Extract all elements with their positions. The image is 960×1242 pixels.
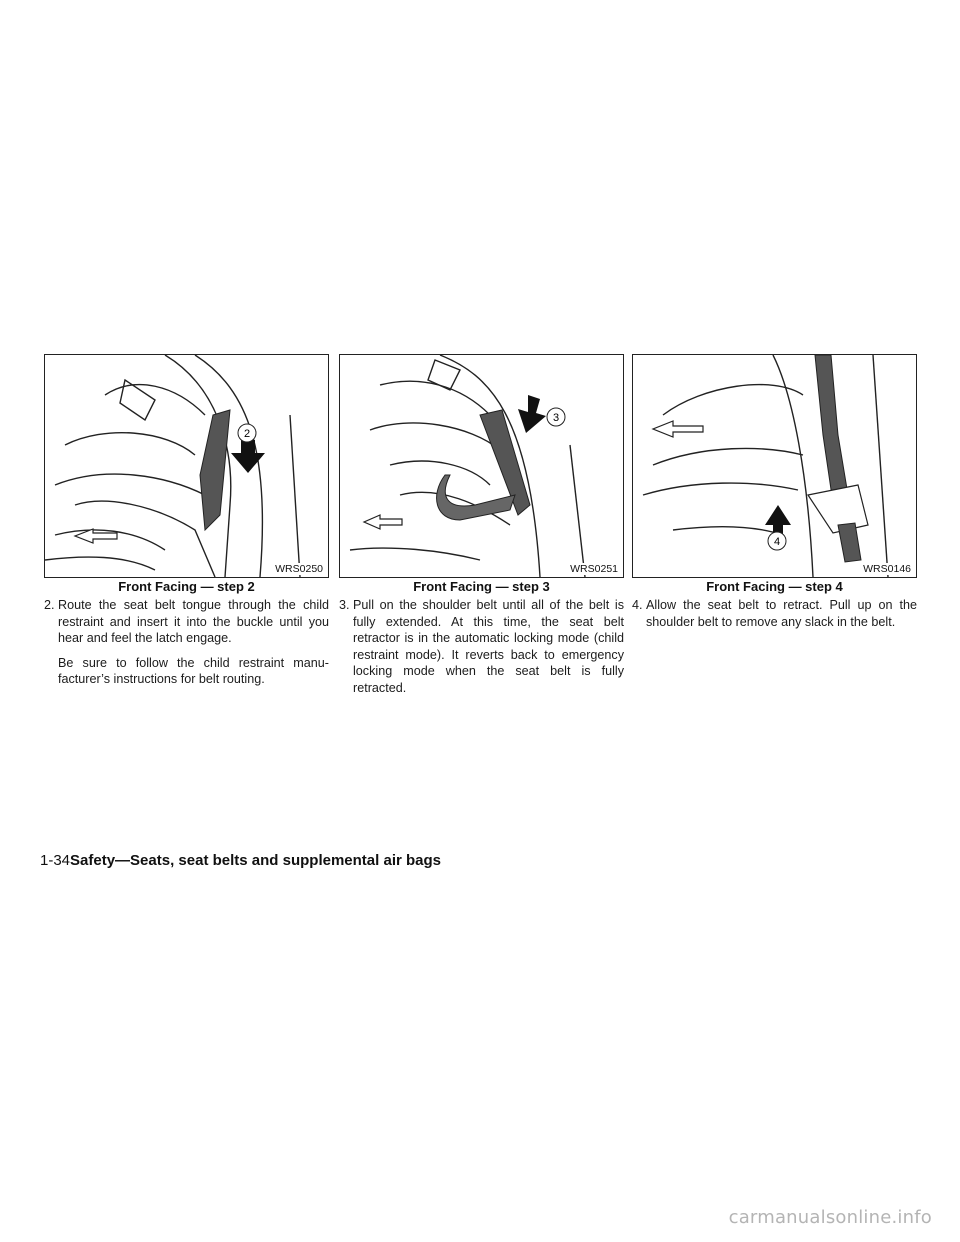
routing-note: Be sure to follow the child restraint manu-facturer’s instructions for belt routing. xyxy=(58,655,329,686)
step-3-text xyxy=(339,597,624,696)
step-body: Allow the seat belt to retract. Pull up on the shoulder belt to remove any slack in the belt. xyxy=(646,598,917,629)
step-body: Pull on the shoulder belt until all of the belt is fully extended. At this time, the seat belt retractor is in the automatic locking mode (child restraint mode). It reverts back to emergency locking mode when the seat belt is fully retracted. xyxy=(353,598,624,695)
step-2-text xyxy=(44,597,329,647)
left-arrow-outline-icon xyxy=(364,515,402,529)
figure-code: WRS0251 xyxy=(570,563,618,575)
section-title: Safety—Seats, seat belts and supplemental air bags xyxy=(70,852,441,869)
down-arrow-icon xyxy=(231,440,265,473)
step-number: 2. xyxy=(44,598,55,612)
step-4-column xyxy=(632,354,917,630)
callout-4: 4 xyxy=(773,536,781,548)
figure-code: WRS0146 xyxy=(863,563,911,575)
step-number: 3. xyxy=(339,598,350,612)
figure-step-2 xyxy=(44,354,329,578)
figure-caption: Front Facing — step 4 xyxy=(706,579,843,594)
step-3-column xyxy=(339,354,624,696)
step-2-column xyxy=(44,354,329,688)
figure-caption: Front Facing — step 2 xyxy=(118,579,255,594)
step-4-text xyxy=(632,597,917,630)
down-arrow-icon xyxy=(518,395,546,433)
page-number: 1-34 xyxy=(40,852,71,869)
callout-2: 2 xyxy=(243,428,251,440)
figure-step-4 xyxy=(632,354,917,578)
figure-code: WRS0250 xyxy=(275,563,323,575)
seat-illustration-step-3 xyxy=(340,355,623,577)
left-arrow-outline-icon xyxy=(653,421,703,437)
seat-illustration-step-4 xyxy=(633,355,916,577)
watermark: carmanualsonline.info xyxy=(728,1207,932,1228)
figure-caption: Front Facing — step 3 xyxy=(413,579,550,594)
page-footer xyxy=(40,852,441,869)
seat-illustration-step-2 xyxy=(45,355,328,577)
step-number: 4. xyxy=(632,598,643,612)
callout-3: 3 xyxy=(552,412,560,424)
figure-step-3 xyxy=(339,354,624,578)
step-body: Route the seat belt tongue through the child restraint and insert it into the buckle until you hear and feel the latch engage. xyxy=(58,598,329,645)
